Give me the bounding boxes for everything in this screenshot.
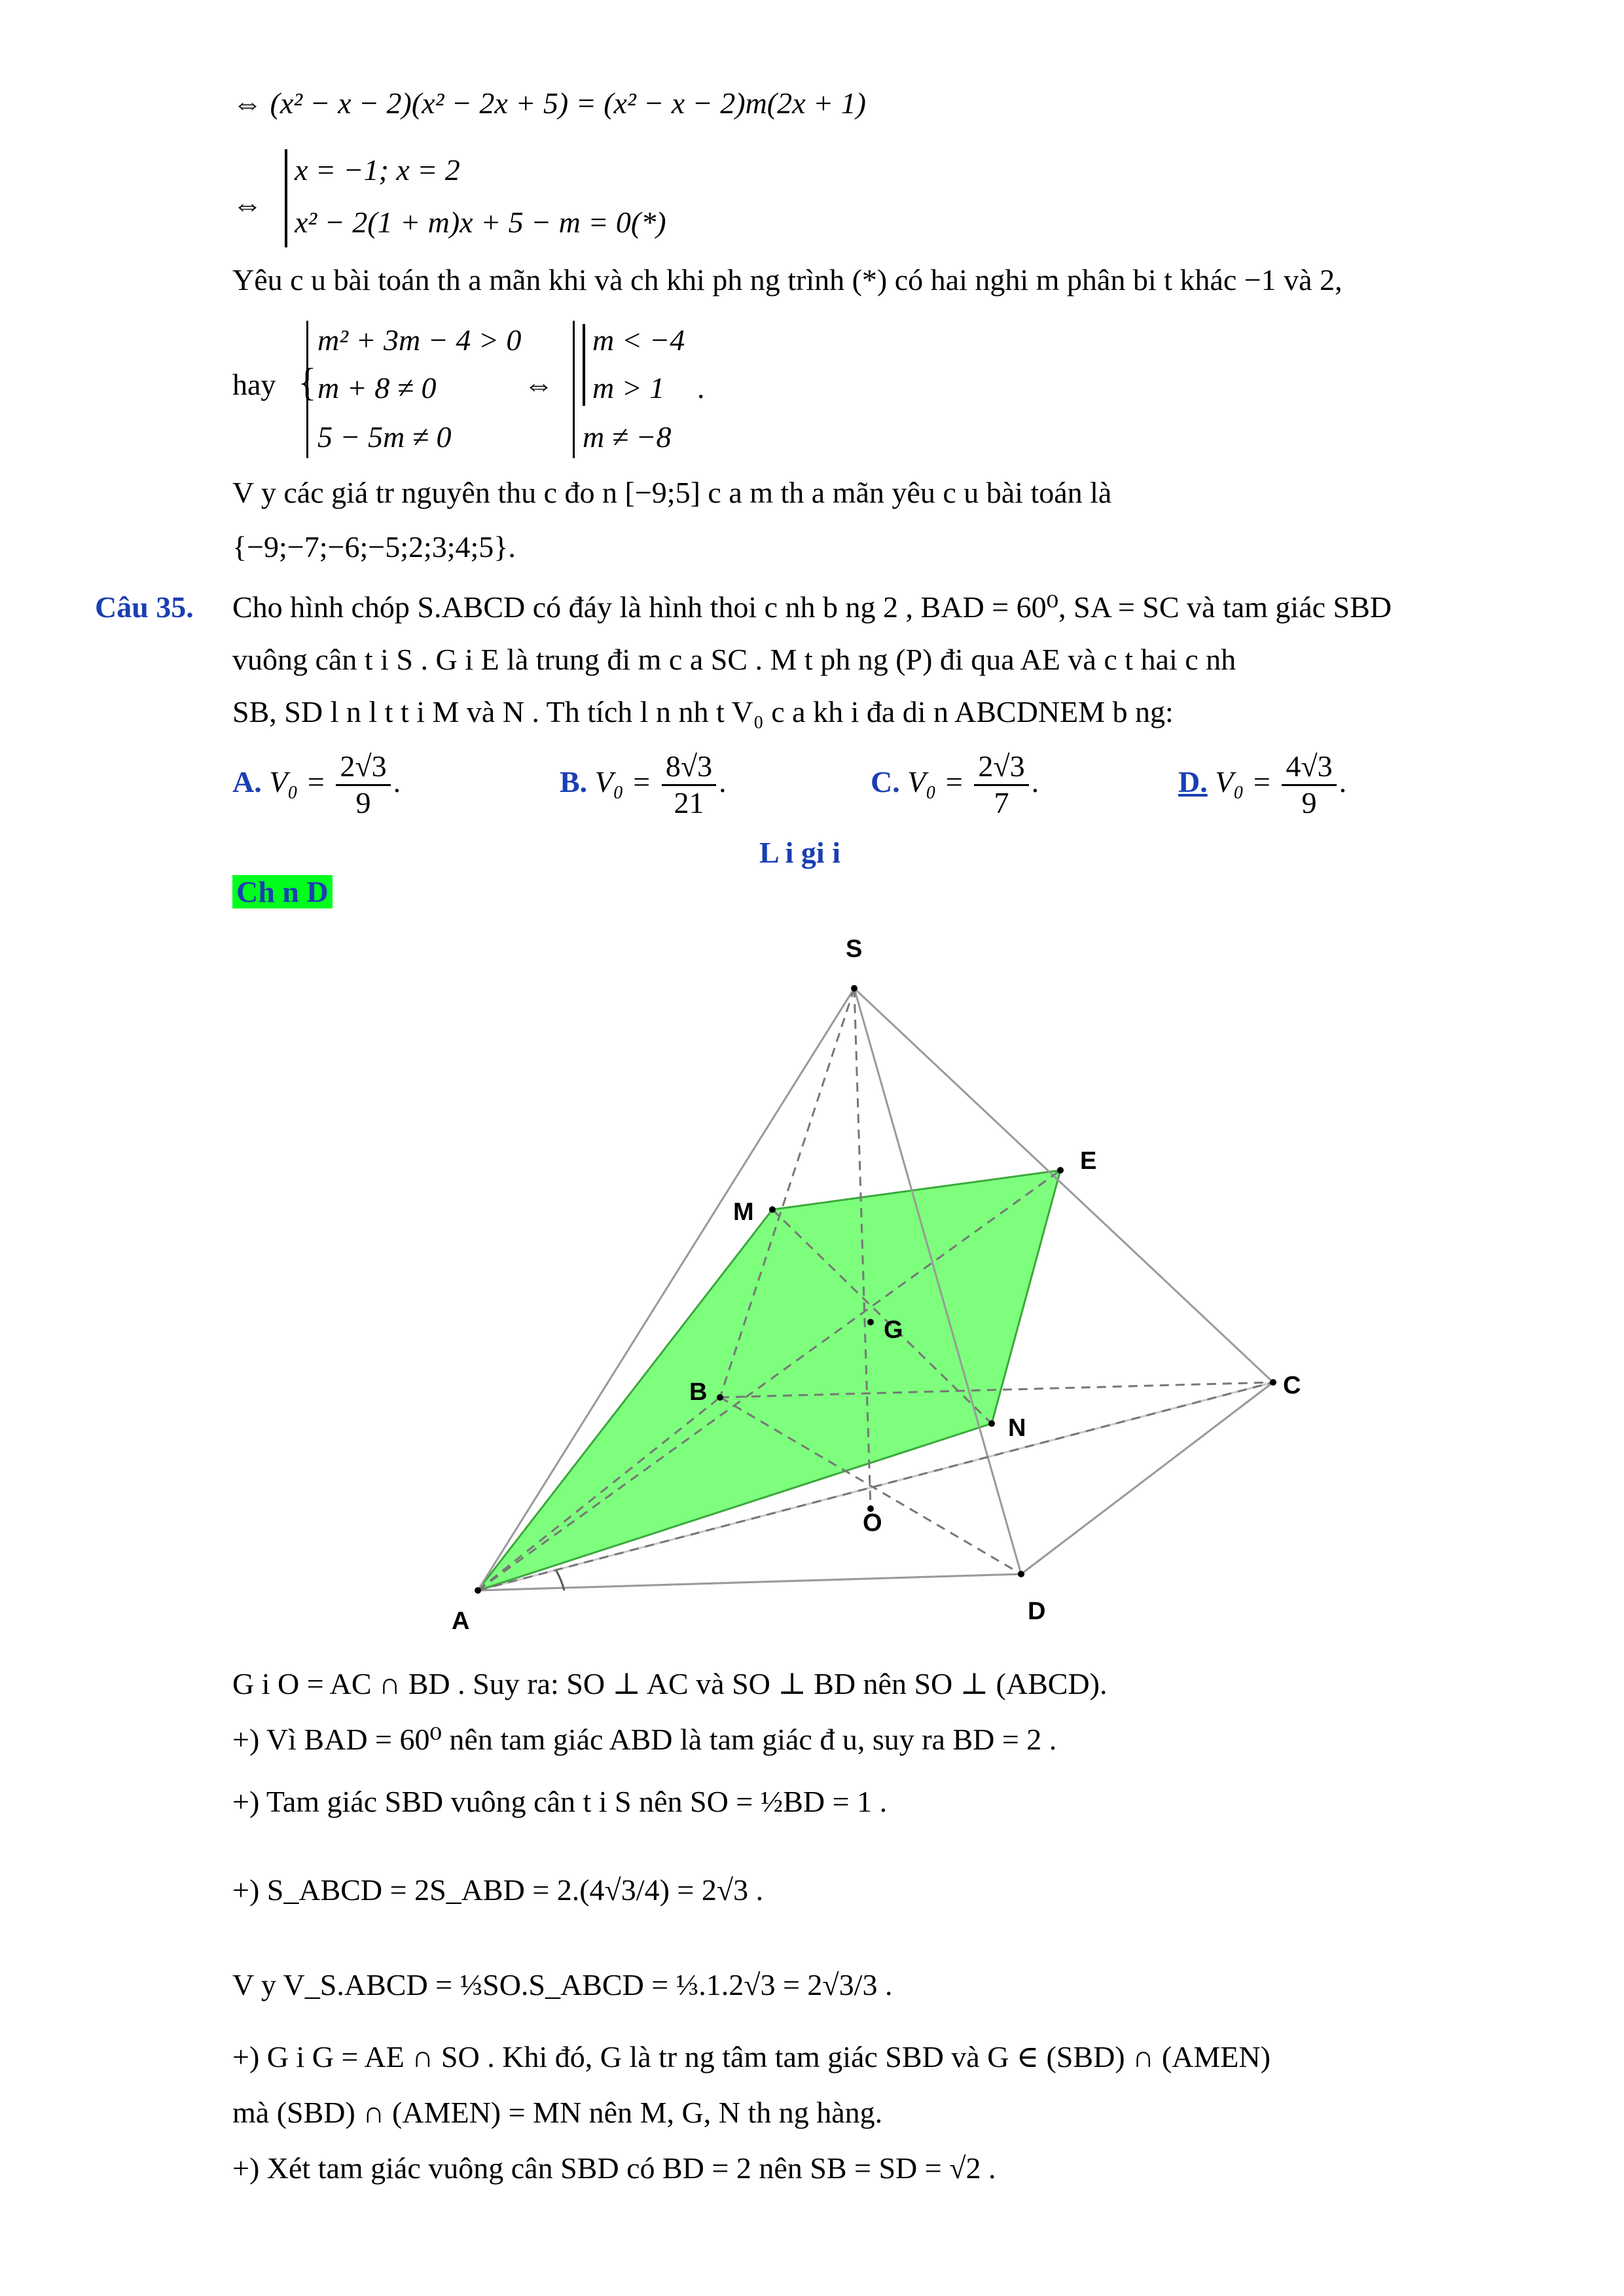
option-a-letter: A. (232, 764, 262, 798)
label-g: G (884, 1316, 903, 1344)
iff-symbol: ⇔ (232, 188, 262, 221)
system-1-line-3: 5 − 5m ≠ 0 (317, 420, 452, 454)
conclusion-line-1: V y các giá tr nguyên thu c đo n [−9;5] c a m th a mãn yêu c u bài toán là (232, 476, 1112, 509)
system-2-bracket (583, 324, 585, 406)
option-a-den: 9 (355, 785, 371, 819)
option-b-var: V₀ = (594, 764, 652, 798)
option-d: D. V₀ = $\frac{4√3}{9}$ . (1178, 749, 1347, 819)
option-a-var: V₀ = (269, 764, 326, 798)
point-g (867, 1319, 874, 1325)
label-m: M (733, 1198, 754, 1226)
hay-word: hay (232, 368, 276, 401)
point-s (851, 985, 857, 992)
system-brace-1 (306, 321, 308, 458)
option-d-num: 4√3 (1282, 749, 1336, 786)
option-b-den: 21 (674, 785, 704, 819)
requirement-line: Yêu c u bài toán th a mãn khi và ch khi ph ng trình (*) có hai nghi m phân bi t khác −1 và 2, (232, 263, 1343, 296)
system-1-line-2: m + 8 ≠ 0 (317, 371, 437, 404)
point-n (988, 1420, 995, 1427)
system-2-line-1: m < −4 (592, 323, 685, 357)
option-b-letter: B. (560, 764, 588, 798)
label-a: A (452, 1607, 470, 1635)
option-b: B. V₀ = $\frac{8√3}{21}$ . (560, 749, 727, 819)
point-m (769, 1206, 776, 1213)
option-c-num: 2√3 (974, 749, 1028, 786)
option-c-den: 7 (994, 785, 1009, 819)
system-2-line-2: m > 1 (592, 371, 665, 404)
system-brace-2 (573, 321, 575, 458)
solution-heading: L i gi i (759, 836, 840, 869)
option-d-den: 9 (1301, 785, 1317, 819)
left-brace: { (298, 361, 317, 404)
question-line-3: SB, SD l n l t t i M và N . Th tích l n nh t V₀ c a kh i đa di n ABCDNEM b ng: (232, 695, 1174, 728)
system-dot: . (697, 371, 705, 404)
question-line-2: vuông cân t i S . G i E là trung đi m c a SC . M t ph ng (P) đi qua AE và c t hai c nh (232, 643, 1236, 676)
option-d-var: V₀ = (1215, 764, 1272, 798)
system-2-line-3: m ≠ −8 (583, 420, 672, 454)
option-a-num: 2√3 (336, 749, 390, 786)
option-c-letter: C. (871, 764, 900, 798)
pyramid-figure (419, 916, 1342, 1656)
point-b (717, 1394, 723, 1401)
answer-choice-text: Ch n D (232, 875, 333, 908)
question-label: Câu 35. (95, 590, 194, 624)
solution-line-4: +) S_ABCD = 2S_ABD = 2.(4√3/4) = 2√3 . (232, 1873, 764, 1907)
solution-line-5: V y V_S.ABCD = ⅓SO.S_ABCD = ⅓.1.2√3 = 2√3/3 . (232, 1968, 893, 2001)
solution-line-8: +) Xét tam giác vuông cân SBD có BD = 2 nên SB = SD = √2 . (232, 2151, 996, 2185)
solution-line-6: +) G i G = AE ∩ SO . Khi đó, G là tr ng tâm tam giác SBD và G ∈ (SBD) ∩ (AMEN) (232, 2040, 1271, 2073)
solution-line-7: mà (SBD) ∩ (AMEN) = MN nên M, G, N th ng hàng. (232, 2096, 883, 2129)
solution-line-2: +) Vì BAD = 60⁰ nên tam giác ABD là tam giác đ u, suy ra BD = 2 . (232, 1723, 1057, 1756)
label-o: O (863, 1509, 882, 1537)
system-1-line-1: m² + 3m − 4 > 0 (317, 323, 522, 357)
point-a (475, 1587, 481, 1594)
option-c-var: V₀ = (907, 764, 964, 798)
question-line-1: Cho hình chóp S.ABCD có đáy là hình thoi c nh b ng 2 , BAD = 60⁰, SA = SC và tam giác SBD (232, 590, 1392, 624)
label-s: S (846, 935, 863, 963)
label-c: C (1283, 1372, 1301, 1399)
case-bracket (285, 149, 287, 247)
edge-dc (1021, 1382, 1273, 1574)
option-d-letter: D. (1178, 764, 1208, 798)
option-c: C. V₀ = $\frac{2√3}{7}$ . (871, 749, 1039, 819)
option-b-num: 8√3 (662, 749, 716, 786)
section-plane-amen (478, 1170, 1060, 1590)
case-line-2: x² − 2(1 + m)x + 5 − m = 0(*) (295, 206, 666, 239)
equation-line-1: ⇔ (x² − x − 2)(x² − 2x + 5) = (x² − x − 2)m(2x + 1) (232, 86, 866, 120)
point-e (1057, 1167, 1064, 1174)
label-d: D (1028, 1598, 1046, 1625)
iff-symbol-2: ⇔ (524, 368, 554, 401)
case-line-1: x = −1; x = 2 (295, 153, 460, 187)
solution-line-1: G i O = AC ∩ BD . Suy ra: SO ⊥ AC và SO ⊥ BD nên SO ⊥ (ABCD). (232, 1667, 1108, 1700)
point-d (1018, 1571, 1024, 1577)
conclusion-line-2: {−9;−7;−6;−5;2;3;4;5}. (232, 530, 516, 564)
solution-line-3: +) Tam giác SBD vuông cân t i S nên SO = ½BD = 1 . (232, 1785, 888, 1818)
point-c (1270, 1379, 1276, 1386)
option-a: A. V₀ = $\frac{2√3}{9}$ . (232, 749, 401, 819)
label-b: B (689, 1378, 708, 1406)
label-n: N (1008, 1414, 1026, 1442)
label-e: E (1080, 1147, 1097, 1175)
answer-choice (232, 874, 333, 910)
